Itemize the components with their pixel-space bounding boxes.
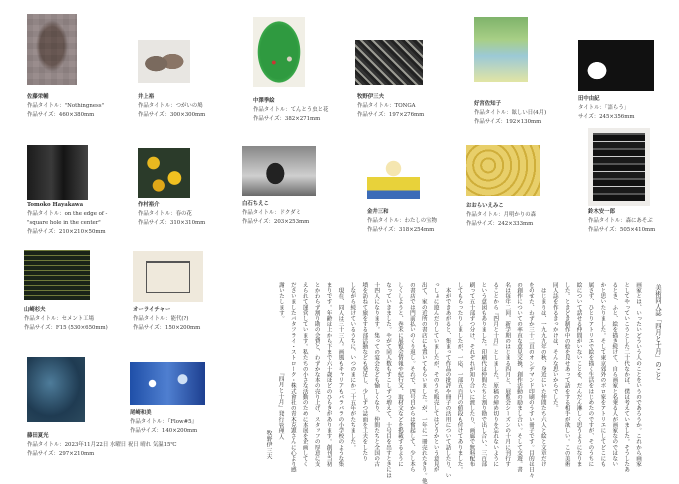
artwork-image (130, 362, 205, 405)
caption-title: 作品タイトル：わたしの宝物 (367, 218, 437, 224)
caption-size: 作品サイズ：140×200mm (130, 428, 198, 434)
essay-line: 出て、家の近所の書店にも置いてもらいました。が、一年に一冊売れたきり。他 (420, 282, 427, 484)
artwork-caption (357, 93, 424, 120)
artwork-image (27, 145, 88, 200)
caption-artist: オーライチャー (133, 307, 171, 313)
essay-line: 同人誌を作るきっかけは、そんな思いからでした。 (551, 282, 558, 411)
artwork-caption (138, 93, 205, 120)
caption-size: 作品サイズ：192×130mm (474, 119, 542, 125)
essay-line: なっていきました。やがて同人数もすこしずつ増えて、十号目を出すときには (385, 282, 392, 478)
essay (274, 282, 663, 484)
caption-size: 作品サイズ：318×254mm (367, 227, 435, 233)
essay-line: えられて運営しています。私たちの小さな活動のために本展を企画してく (301, 282, 308, 467)
artwork-image (27, 357, 85, 422)
artwork-caption (588, 208, 655, 235)
essay-line: ることから『四月と十月』としました。原稿の締め切りを忘れないように (492, 282, 499, 467)
essay-line: とかわらず割り勘の会費と、わずかな本の売り上げ、スタッフの厚意に支 (313, 282, 320, 467)
caption-title: 作品タイトル：てんとう虫と花 (253, 107, 329, 113)
caption-artist: 佐藤栄輔 (27, 94, 49, 100)
essay-line: はじまりは、一九九九年の秋、身近にいた仲間たち六人と絵と文章だけ (539, 282, 546, 467)
caption-artist: Tomoko Hayakawa (27, 202, 84, 208)
caption-size: 作品サイズ：460×380mm (27, 112, 95, 118)
artwork-caption (27, 432, 177, 459)
artwork-image (24, 250, 90, 300)
essay-line: 本ができあがると、集まって作品の批評や冊子の活用について話したり、い (444, 282, 451, 478)
essay-line: 名は毎年二回、新学期のはじまる四月と、展覧会シーズンの十月に刊行す (504, 282, 511, 467)
caption-title: 作品タイトル：森にあそぶ (588, 218, 653, 224)
caption-artist: 尾崎和美 (130, 410, 152, 416)
artwork-caption (474, 100, 546, 127)
essay-line: としてやっていこうとした二十代なかば、僕は考えていました。そうしたあ (623, 282, 630, 473)
caption-title: 作品タイトル：能代(?) (133, 316, 189, 322)
caption-size: 作品サイズ：203×253mm (242, 219, 310, 225)
artwork-image (27, 14, 77, 85)
essay-line: 属さず、ひとりアトリエで絵を描く生活をはじめたのですが、そのうちに (587, 282, 594, 467)
artwork-image (138, 148, 190, 198)
caption-size: 作品サイズ：150×200mm (133, 325, 201, 331)
essay-line: かと思いたりました。そして東京郊外のボロ家をアトリエにしてどこにも (599, 282, 606, 467)
caption-title2: "square hole in the center" (27, 220, 101, 226)
artwork-image (133, 251, 203, 302)
essay-line: してもらったりしましたが、一応、一部五百円の値段も付けてありました。 (456, 282, 463, 473)
artwork-image (474, 17, 528, 82)
signature-role: 『四月と十月』発行管理人 (277, 370, 283, 440)
caption-artist: 中澤季絵 (253, 98, 275, 104)
caption-title: 作品タイトル：ドクダミ (242, 210, 301, 216)
artwork-caption (130, 409, 197, 436)
essay-line: 現在、同人は三十三人。画風もキャリアもバラバラの小学校のような集 (337, 282, 344, 467)
caption-artist: 白石ちえこ (242, 201, 269, 207)
essay-line: まりです。年齢は上から下まで六十歳ほどのひらきがあります。創刊当初 (325, 282, 332, 467)
caption-size: 作品サイズ：505×410mm (588, 227, 656, 233)
caption-title: 作品タイトル：月明かりの森 (466, 212, 536, 218)
artwork-caption (242, 200, 309, 227)
caption-title: 作品タイトル：つがいの鳩 (138, 103, 203, 109)
artwork-caption (253, 97, 328, 124)
signature-name: 牧野伊三夫 (265, 430, 271, 459)
artwork-image (367, 152, 420, 207)
caption-size: 作品サイズ：297×210mm (27, 451, 95, 457)
caption-title: 作品タイトル：2023年11月22日 水曜日 祝日 晴れ 気温15℃ (27, 442, 177, 448)
caption-size: 作品サイズ：F15 (530×650mm) (24, 325, 108, 331)
essay-signature (262, 370, 286, 470)
caption-size: 作品サイズ：310×310mm (138, 220, 206, 226)
artwork-image (138, 40, 190, 83)
caption-artist: 井上裕 (138, 94, 155, 100)
essay-line: しくしようと、巻末に展覧会情報や紀行文、取材文などを掲載するように (396, 282, 403, 467)
artwork-image (466, 145, 540, 196)
caption-title: 作品タイトル：TONGA (357, 103, 416, 109)
essay-line: の創作についての率直な意見交換、創作活動の励まし合い。そして交遊。書 (516, 282, 523, 473)
caption-title: タイトル：「語らう」 (578, 105, 630, 111)
artwork-caption (27, 201, 107, 237)
artwork-caption (133, 306, 200, 333)
caption-size: サイズ：245×356mm (578, 114, 635, 120)
caption-title: 作品タイトル：『Flow#5』 (130, 419, 197, 425)
caption-artist: 作村裕介 (138, 202, 160, 208)
artwork-image (355, 40, 423, 85)
essay-line: の書店では門前払いのくり返し。それで、四号目からは奮起して、少し本ら (408, 282, 415, 473)
essay-line: 謝いたします。 (277, 282, 284, 322)
artwork-caption (466, 202, 536, 229)
essay-line: 画家とは、いったいどういう人のことをいうのであろうか。これから画家 (635, 282, 642, 467)
essay-line: っしょに遊んだりしていましたが、そのうち販売してはどうかという意見が (432, 282, 439, 473)
caption-artist: 牧野伊三夫 (357, 94, 384, 100)
artwork-caption (27, 93, 104, 120)
essay-line: しながら続けているうちに、いつのまにか二十五年がたちました。 (349, 282, 356, 450)
artwork-image (588, 128, 650, 206)
caption-size: 作品サイズ：382×271mm (253, 116, 321, 122)
artwork-image (242, 146, 316, 196)
caption-title: 作品タイトル：on the edge of - (27, 211, 108, 217)
caption-artist: 好宮佐知子 (474, 101, 501, 107)
caption-title: 作品タイトル：春の花 (138, 211, 192, 217)
caption-artist: 鈴木安一郎 (588, 209, 615, 215)
artwork-caption (367, 208, 437, 235)
essay-line: という意図もありました。印刷代は仲間たちと割り勘で出し合い、三百部 (480, 282, 487, 467)
essay-title: 美術同人誌「四月と十月」のこと (654, 284, 662, 380)
artwork-image (578, 40, 654, 91)
artwork-image (253, 17, 305, 87)
caption-title: 作品タイトル："Nothingness" (27, 103, 105, 109)
essay-line: 十四人になります。集っての宴会なども愉しくなり、仲間たちと全国の古 (373, 282, 380, 467)
caption-size: 作品サイズ：197×276mm (357, 112, 425, 118)
artwork-caption (578, 95, 634, 122)
caption-artist: 山崎杉夫 (24, 307, 46, 313)
caption-artist: 田中由紀 (578, 96, 600, 102)
essay-line: 刷って五十部ずつ分け、それぞれが知り合いに渡したり、画廊で無料配布 (468, 282, 475, 467)
caption-title: 作品タイトル：セメント工場 (24, 316, 94, 322)
essay-line: るとき、ふと、絵を描き続けて、自ら画家と名乗る人が画家なのではない (611, 282, 618, 467)
artwork-caption (24, 306, 108, 333)
caption-artist: おおらいえみこ (466, 203, 504, 209)
caption-artist: 藤田夏光 (27, 433, 49, 439)
essay-line: 墳を訪ねて旅をする部活動なども発足し、少しずつ誌面を工夫をしたり (361, 282, 368, 462)
essay-line: 絵について話せる仲間がいないことを、だんだん淋しく思うようになりま (575, 282, 582, 467)
caption-size: 作品サイズ：242×333mm (466, 221, 534, 227)
essay-line: をのせた、わずか三十二頁のオンデマンド印刷のうすい冊子です。目的は日々 (527, 282, 534, 478)
essay-line: した。ときどき制作中の絵を見せあって話をする相手が欲しい。この美術 (563, 282, 570, 467)
caption-size: 作品サイズ：210×210×50mm (27, 229, 106, 235)
caption-artist: 金井三和 (367, 209, 389, 215)
caption-title: 作品タイトル：眩しい日(4月) (474, 110, 547, 116)
artwork-caption (138, 201, 205, 228)
essay-line: ださいましたバタフライ・ストローク・株式會社の青木克憲さんに心より感 (289, 282, 296, 473)
caption-size: 作品サイズ：300×300mm (138, 112, 206, 118)
